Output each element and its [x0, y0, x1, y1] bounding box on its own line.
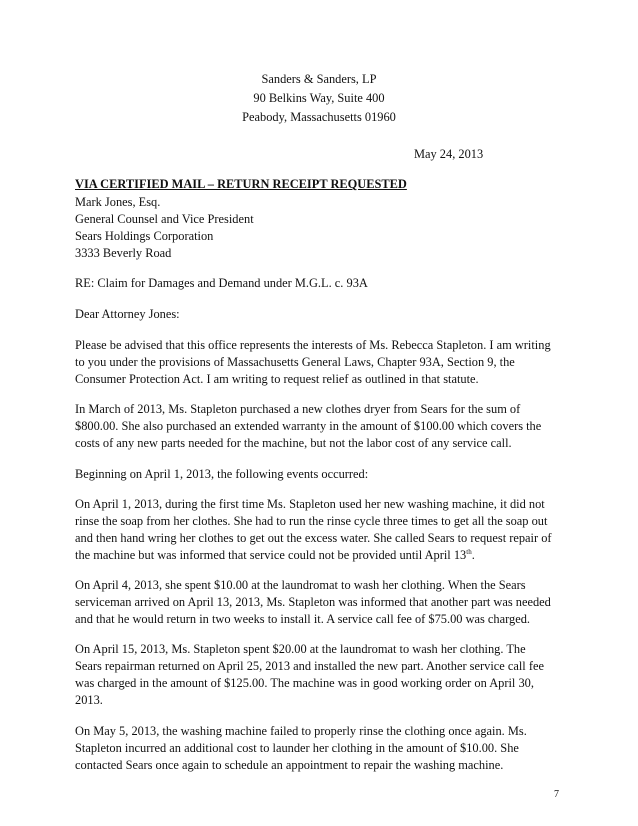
paragraph-line: $800.00. She also purchased an extended warranty in the amount of $100.00 which covers the — [75, 419, 542, 433]
paragraph-line: was charged in the amount of $125.00. The machine was in good working order on April 30, — [75, 676, 534, 690]
firm-name: Sanders & Sanders, LP — [261, 72, 377, 86]
paragraph-line: On April 1, 2013, during the first time Ms. Stapleton used her new washing machine, it did not — [75, 497, 545, 511]
recipient-line: General Counsel and Vice President — [75, 212, 254, 226]
paragraph-line: and then hand wring her clothes to get out the excess water. She called Sears to request repair of — [75, 531, 552, 545]
paragraph-line: 2013. — [75, 693, 103, 707]
paragraph-text: the machine but was informed that service could not be provided until April 13 — [75, 548, 467, 562]
paragraph-line: On April 15, 2013, Ms. Stapleton spent $20.00 at the laundromat to wash her clothing. The — [75, 642, 526, 656]
paragraph-line: In March of 2013, Ms. Stapleton purchased a new clothes dryer from Sears for the sum of — [75, 402, 521, 416]
paragraph-line: contacted Sears once again to schedule an appointment to repair the washing machine. — [75, 758, 504, 772]
recipient-line: 3333 Beverly Road — [75, 246, 172, 260]
ordinal-suffix: th — [466, 547, 472, 556]
paragraph-line — [75, 548, 475, 563]
paragraph-line: costs of any new parts needed for the machine, but not the labor cost of any service call. — [75, 436, 512, 450]
paragraph-line: to you under the provisions of Massachusetts General Laws, Chapter 93A, Section 9, the — [75, 355, 515, 369]
paragraph-text: . — [471, 548, 475, 562]
paragraph-line: On May 5, 2013, the washing machine failed to properly rinse the clothing once again. Ms. — [75, 724, 527, 738]
letter-date: May 24, 2013 — [414, 147, 484, 161]
paragraph-line: Consumer Protection Act. I am writing to request relief as outlined in that statute. — [75, 372, 479, 386]
firm-city: Peabody, Massachusetts 01960 — [242, 110, 396, 124]
paragraph-line: Beginning on April 1, 2013, the following events occurred: — [75, 467, 369, 481]
firm-street: 90 Belkins Way, Suite 400 — [253, 91, 385, 105]
paragraph-line: Please be advised that this office represents the interests of Ms. Rebecca Stapleton. I am writing — [75, 338, 551, 352]
paragraph-line: rinse the soap from her clothes. She had to run the rinse cycle three times to get all the soap out — [75, 514, 548, 528]
delivery-method: VIA CERTIFIED MAIL – RETURN RECEIPT REQUESTED — [75, 177, 407, 191]
paragraph-line: and that he would return in two weeks to install it. A service call fee of $75.00 was charged. — [75, 612, 531, 626]
paragraph-line: Stapleton incurred an additional cost to launder her clothing in the amount of $10.00. She — [75, 741, 519, 755]
paragraph-line: On April 4, 2013, she spent $10.00 at the laundromat to wash her clothing. When the Sears — [75, 578, 526, 592]
paragraph-line: serviceman arrived on April 13, 2013, Ms. Stapleton was informed that another part was needed — [75, 595, 551, 609]
page-number: 7 — [554, 789, 559, 800]
paragraph-line: Sears repairman returned on April 25, 2013 and installed the new part. Another service call fee — [75, 659, 544, 673]
re-line: RE: Claim for Damages and Demand under M.G.L. c. 93A — [75, 276, 368, 290]
recipient-line: Sears Holdings Corporation — [75, 229, 214, 243]
salutation: Dear Attorney Jones: — [75, 307, 180, 321]
recipient-line: Mark Jones, Esq. — [75, 195, 161, 209]
